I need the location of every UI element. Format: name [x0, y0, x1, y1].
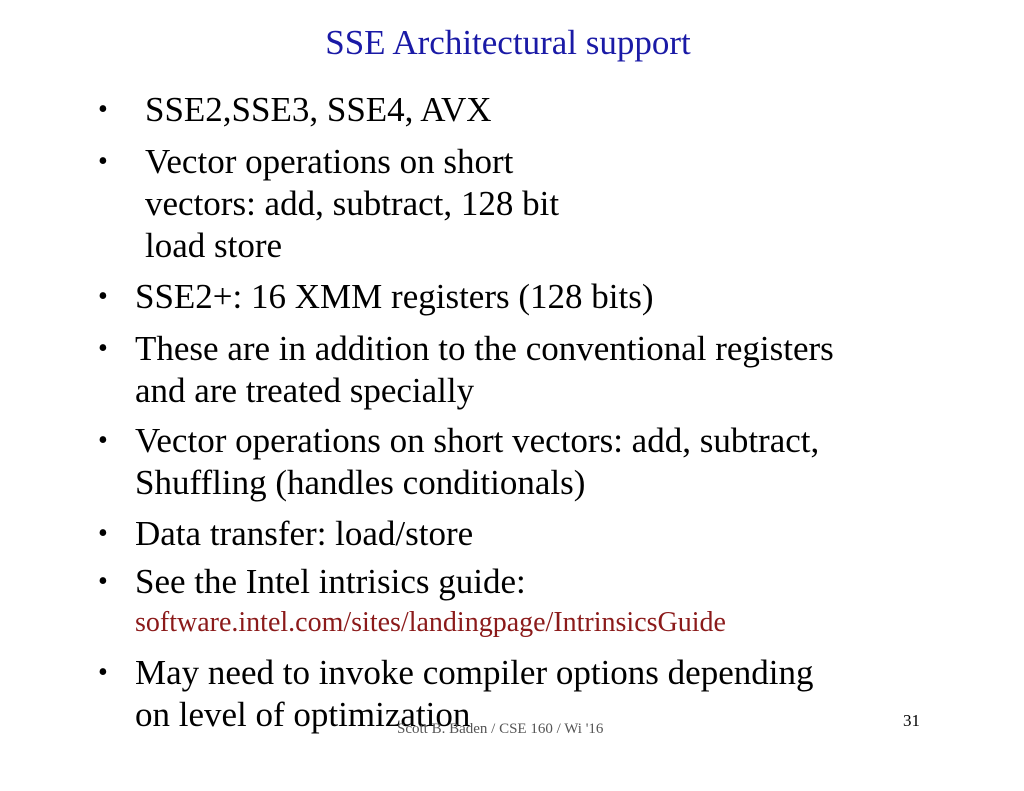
bullet-marker: •: [98, 657, 108, 688]
bullet-line: See the Intel intrisics guide:: [135, 562, 526, 601]
bullet-text: [135, 328, 834, 412]
bullet-line: load store: [145, 226, 283, 265]
slide-footer: Scott B. Baden / CSE 160 / Wi '16: [397, 721, 604, 737]
bullet-line: Data transfer: load/store: [135, 514, 474, 553]
bullet-marker: •: [98, 425, 108, 456]
intrinsics-guide-link[interactable]: software.intel.com/sites/landingpage/IntrinsicsGuide: [135, 607, 726, 638]
bullet-line: May need to invoke compiler options depending: [135, 653, 814, 692]
bullet-line: Vector operations on short: [145, 142, 514, 181]
bullet-text: [145, 89, 492, 131]
bullet-line: Vector operations on short vectors: add, subtract,: [135, 421, 820, 460]
page-number: 31: [903, 711, 920, 730]
bullet-text: [135, 420, 819, 504]
bullet-line: SSE2+: 16 XMM registers (128 bits): [135, 277, 654, 316]
bullet-line: Shuffling (handles conditionals): [135, 463, 586, 502]
bullet-line: vectors: add, subtract, 128 bit: [145, 184, 560, 223]
bullet-line: and are treated specially: [135, 371, 475, 410]
bullet-text: [135, 561, 726, 643]
bullet-line: SSE2,SSE3, SSE4, AVX: [145, 90, 492, 129]
bullet-text: [145, 141, 559, 267]
slide-title: SSE Architectural support: [325, 23, 691, 62]
bullet-line: These are in addition to the conventional registers: [135, 329, 834, 368]
bullet-marker: •: [98, 518, 108, 549]
bullet-marker: •: [98, 94, 108, 125]
bullet-text: [135, 513, 473, 555]
bullet-marker: •: [98, 281, 108, 312]
bullet-text: [135, 276, 654, 318]
bullet-marker: •: [98, 566, 108, 597]
bullet-marker: •: [98, 146, 108, 177]
bullet-line: on level of optimization: [135, 695, 471, 734]
bullet-marker: •: [98, 333, 108, 364]
